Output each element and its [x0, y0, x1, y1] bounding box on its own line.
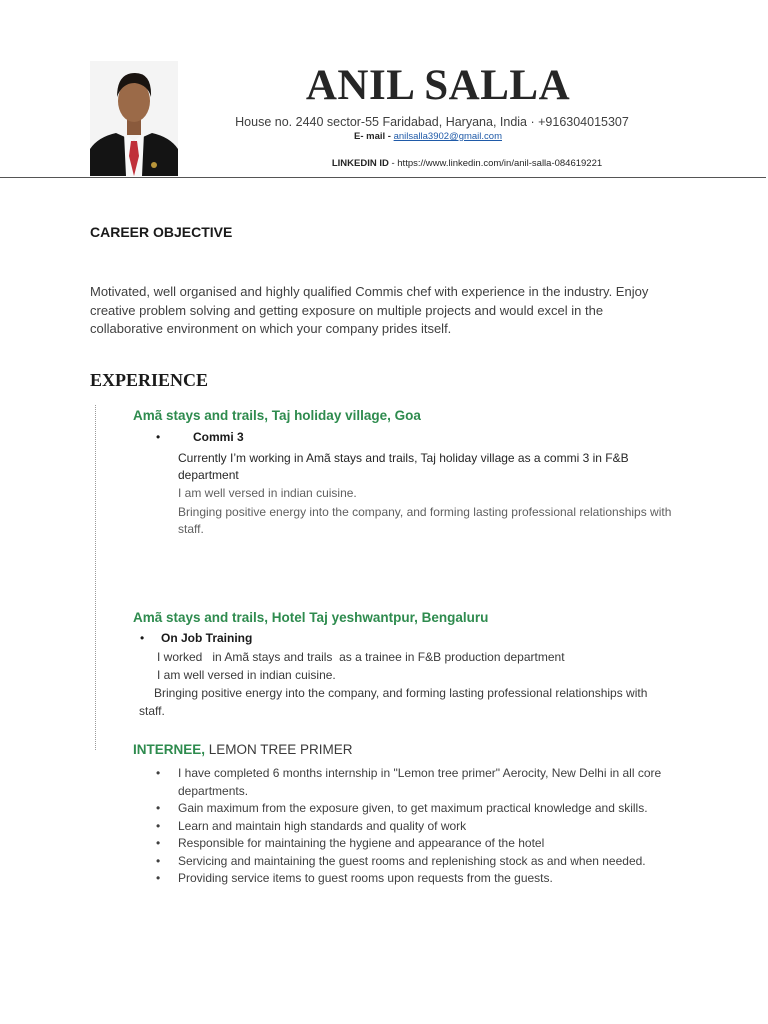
- internship-duties-list: [156, 765, 686, 888]
- job-2-bullet: •: [140, 631, 145, 645]
- bullet: •: [156, 818, 161, 833]
- header-divider: [0, 177, 766, 178]
- career-objective-text: Motivated, well organised and highly qualified Commis chef with experience in the industry. Enjoy creative problem solving and getting exposure on multiple projects and would excel in the collaborative environment on which your company prides itself.: [90, 284, 649, 336]
- bullet: •: [156, 801, 161, 815]
- linkedin-url: - https://www.linkedin.com/in/anil-salla-084619221: [388, 158, 603, 169]
- profile-photo-image: [90, 61, 178, 176]
- list-item-text: Gain maximum from the exposure given, to get maximum practical knowledge and skills.: [178, 801, 648, 815]
- contact-address: House no. 2440 sector-55 Faridabad, Haryana, India · +916304015307: [235, 115, 629, 129]
- internship-organization: LEMON TREE PRIMER: [205, 742, 353, 757]
- job-2-strength: Bringing positive energy into the company, and forming lasting professional relationships with staff.: [139, 686, 648, 718]
- internship-title: INTERNEE,: [133, 742, 206, 757]
- career-objective-heading: CAREER OBJECTIVE: [90, 224, 233, 240]
- list-item-text: Servicing and maintaining the guest rooms and replenishing stock as and when needed.: [178, 853, 646, 868]
- experience-timeline-line: [95, 405, 96, 750]
- job-2-organization: Amã stays and trails, Hotel Taj yeshwantpur, Bengaluru: [133, 610, 489, 625]
- email-label: E- mail -: [354, 131, 394, 142]
- list-item: [156, 870, 686, 888]
- linkedin-label: LINKEDIN ID: [331, 158, 389, 169]
- candidate-name: ANIL SALLA: [305, 62, 571, 109]
- bullet: •: [156, 766, 161, 780]
- list-item-text: Learn and maintain high standards and quality of work: [178, 818, 467, 833]
- list-item-text: Responsible for maintaining the hygiene and appearance of the hotel: [178, 836, 545, 850]
- list-item: [156, 800, 686, 818]
- job-1-skill: I am well versed in indian cuisine.: [178, 486, 357, 500]
- job-2-skill: I am well versed in indian cuisine.: [157, 668, 336, 682]
- list-item-text: I have completed 6 months internship in "Lemon tree primer" Aerocity, New Delhi in all core departments.: [178, 766, 662, 798]
- email-link[interactable]: anilsalla3902@gmail.com: [393, 131, 502, 142]
- email-line: [200, 131, 656, 142]
- experience-heading: EXPERIENCE: [90, 370, 209, 390]
- list-item: [156, 835, 686, 853]
- list-item: [156, 853, 686, 871]
- job-1-description: Currently I’m working in Amã stays and trails, Taj holiday village as a commi 3 in F&B department: [178, 451, 629, 482]
- job-1-bullet: •: [156, 430, 161, 444]
- job-1-strength: Bringing positive energy into the company, and forming lasting professional relationships with staff.: [178, 505, 672, 536]
- job-1-organization: Amã stays and trails, Taj holiday village, Goa: [133, 408, 421, 423]
- job-1-role: Commi 3: [193, 430, 244, 444]
- internship-heading: [133, 742, 353, 757]
- list-item: [156, 765, 686, 800]
- list-item: [156, 818, 686, 836]
- job-2-role: On Job Training: [161, 631, 253, 645]
- list-item-text: Providing service items to guest rooms upon requests from the guests.: [178, 871, 553, 885]
- job-2-description: I worked in Amã stays and trails as a trainee in F&B production department: [157, 650, 565, 664]
- linkedin-line: [200, 158, 734, 169]
- profile-photo: [90, 61, 178, 176]
- bullet: •: [156, 836, 161, 850]
- bullet: •: [156, 871, 161, 885]
- bullet: •: [156, 853, 161, 868]
